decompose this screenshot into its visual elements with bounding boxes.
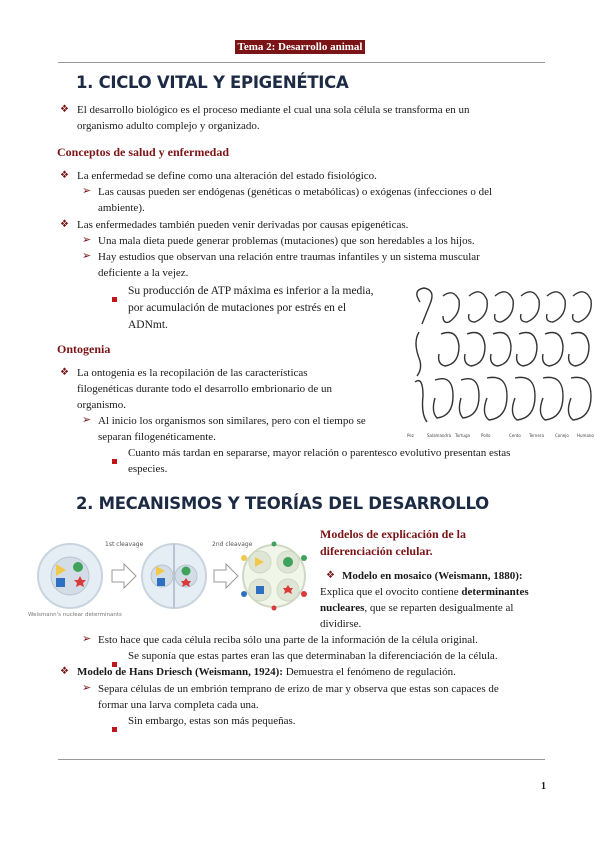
trauma-line-2: deficiente a la vejez. [98, 267, 189, 279]
embryo-drawing [417, 288, 432, 324]
cleavage-label-2: 2nd cleavage [212, 541, 253, 548]
header-title: Tema 2: Desarrollo animal [235, 40, 366, 54]
footer-rule [58, 759, 545, 760]
bullet-icon: ❖ [60, 104, 69, 115]
embryo-label: Pollo [481, 433, 491, 438]
embryo-drawing [443, 293, 459, 323]
embryo-label: Cerdo [509, 433, 521, 438]
embryo-drawing [568, 377, 591, 420]
square-bullet-icon [112, 289, 117, 307]
embryo-label: Conejo [555, 433, 569, 438]
mosaic-line-1: Explica que el ovocito contiene determinantes [320, 586, 529, 598]
bullet-icon: ❖ [60, 170, 69, 181]
bullet-icon: ❖ [60, 219, 69, 230]
embryo-drawing [491, 333, 511, 367]
bullet-icon: ❖ [60, 666, 69, 677]
arrow-bullet-icon: ➢ [82, 414, 92, 426]
kinship-line-2: especies. [128, 463, 168, 475]
arrow-bullet-icon: ➢ [82, 185, 92, 197]
mosaic-line-2: nucleares, que se reparten desigualmente al [320, 602, 514, 614]
square-bullet-icon [112, 719, 117, 737]
embryo-label: Ternera [529, 433, 544, 438]
embryo-drawing [569, 333, 589, 367]
embryo-drawing [484, 377, 507, 420]
subheading-ontogeny: Ontogenia [57, 342, 111, 356]
smaller-larvae: Sin embargo, estas son más pequeñas. [128, 715, 296, 727]
cleavage-caption: Weismann's nuclear determinants [28, 612, 122, 618]
embryo-drawing [512, 377, 535, 420]
embryo-drawing [521, 292, 540, 322]
atp-line-2: por acumulación de mutaciones por estrés en el [128, 302, 347, 314]
embryo-drawing [433, 379, 453, 418]
section-2-heading: 2. MECANISMOS Y TEORÍAS DEL DESARROLLO [76, 494, 489, 513]
embryo-drawing [439, 333, 459, 367]
intro-line-2: organismo adulto complejo y organizado. [77, 120, 260, 132]
cleavage-figure [28, 528, 310, 620]
four-cell-embryo [241, 542, 307, 611]
embryo-drawing [465, 333, 485, 367]
intro-line-1: El desarrollo biológico es el proceso mediante el cual una sola célula se transforma en un [77, 104, 470, 116]
mosaic-model-title: Modelo en mosaico (Weismann, 1880): [342, 570, 523, 582]
driesch-model: Modelo de Hans Driesch (Weismann, 1924): Demuestra el fenómeno de regulación. [77, 666, 456, 678]
embryo-drawing [495, 292, 514, 322]
embryo-drawing [415, 381, 427, 422]
similar-line-2: separan filogenéticamente. [98, 431, 216, 443]
determinant-circle-icon [73, 562, 83, 572]
sea-urchin-line-2: formar una larva completa cada una. [98, 699, 259, 711]
embryo-drawing [547, 292, 566, 322]
subheading-health: Conceptos de salud y enfermedad [57, 145, 230, 159]
embryo-drawing [540, 377, 563, 420]
sea-urchin-line-1: Separa células de un embrión temprano de erizo de mar y observa que estas son capaces de [98, 683, 499, 695]
square-bullet-icon [112, 451, 117, 469]
models-title-line-1: Modelos de explicación de la [320, 527, 466, 541]
bullet-icon: ❖ [326, 570, 335, 581]
embryo-comparison-figure [405, 282, 600, 442]
header-rule [58, 62, 545, 63]
embryo-drawing [543, 333, 563, 367]
embryo-drawing [459, 379, 479, 418]
bullet-icon: ❖ [60, 367, 69, 378]
determinant-square-icon [157, 578, 165, 586]
parts-determined: Se suponía que estas partes eran las que determinaban la diferenciación de la célula. [128, 650, 498, 662]
arrow-icon [112, 564, 136, 588]
page-number: 1 [541, 781, 546, 792]
arrow-bullet-icon: ➢ [82, 250, 92, 262]
embryo-label: Tortuga [455, 433, 470, 438]
similar-line-1: Al inicio los organismos son similares, pero con el tiempo se [98, 415, 366, 427]
embryo-drawing [469, 292, 488, 322]
causes-line-1: Las causas pueden ser endógenas (genéticas o metabólicas) o exógenas (infecciones o del [98, 186, 493, 198]
embryo-drawing [416, 332, 421, 376]
models-title-line-2: diferenciación celular. [320, 544, 433, 558]
mosaic-line-3: dividirse. [320, 618, 362, 630]
arrow-bullet-icon: ➢ [82, 234, 92, 246]
ontogeny-line-1: La ontogenia es la recopilación de las características [77, 367, 308, 379]
cleavage-label-1: 1st cleavage [105, 541, 144, 548]
atp-line-3: ADNmt. [128, 319, 168, 331]
determinant-square-icon [56, 578, 65, 587]
each-cell-part: Esto hace que cada célula reciba sólo una parte de la información de la célula original. [98, 634, 478, 646]
arrow-icon [214, 564, 238, 588]
embryo-label: Humano [577, 433, 594, 438]
atp-line-1: Su producción de ATP máxima es inferior a la media, [128, 285, 374, 297]
embryo-label: Salamandra [427, 433, 452, 438]
arrow-bullet-icon: ➢ [82, 682, 92, 694]
epigenetic-causes: Las enfermedades también pueden venir derivadas por causas epigenéticas. [77, 219, 409, 231]
embryo-label: Pez [407, 433, 414, 438]
section-1-heading: 1. CICLO VITAL Y EPIGENÉTICA [76, 73, 349, 92]
embryo-drawing [573, 292, 592, 322]
trauma-line-1: Hay estudios que observan una relación entre traumas infantiles y un sistema muscular [98, 251, 480, 263]
disease-definition: La enfermedad se define como una alteración del estado fisiológico. [77, 170, 377, 182]
ontogeny-line-3: organismo. [77, 399, 126, 411]
arrow-bullet-icon: ➢ [82, 633, 92, 645]
ontogeny-line-2: filogenéticas durante todo el desarrollo embrionario de un [77, 383, 333, 395]
document-header [0, 37, 600, 55]
kinship-line-1: Cuanto más tardan en separarse, mayor relación o parentesco evolutivo presentan estas [128, 447, 511, 459]
determinant-circle-icon [182, 567, 191, 576]
zygote-nucleus [51, 557, 89, 595]
bad-diet: Una mala dieta puede generar problemas (mutaciones) que son heredables a los hijos. [98, 235, 475, 247]
causes-line-2: ambiente). [98, 202, 145, 214]
embryo-drawing [517, 333, 537, 367]
